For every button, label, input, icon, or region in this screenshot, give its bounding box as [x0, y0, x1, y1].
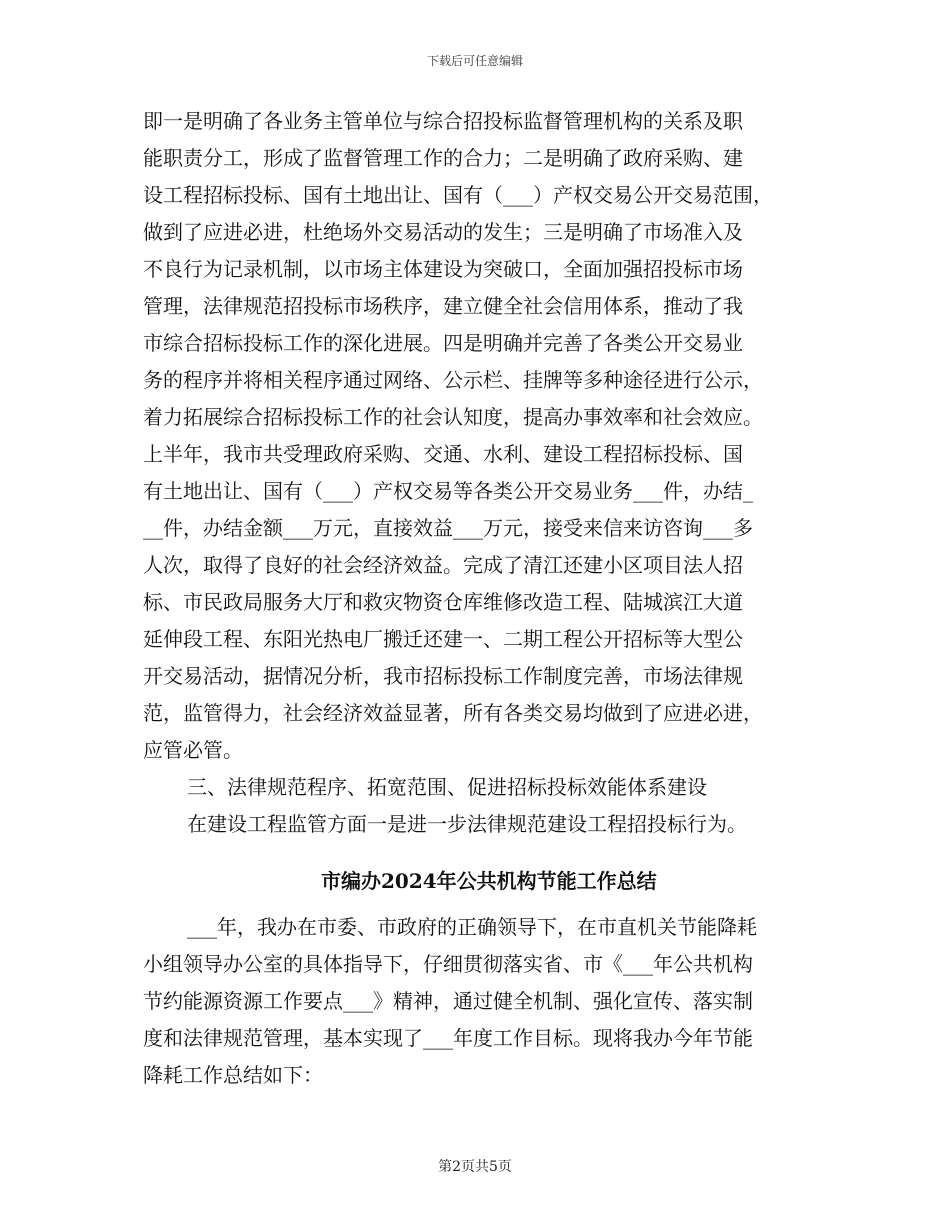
section-line: 度和法律规范管理，基本实现了___年度工作目标。现将我办今年节能 [143, 1026, 753, 1050]
body-line: 延伸段工程、东阳光热电厂搬迁还建一、二期工程公开招标等大型公 [143, 627, 743, 651]
body-line: 开交易活动，据情况分析，我市招标投标工作制度完善，市场法律规 [143, 664, 743, 688]
body-line: 做到了应进必进，杜绝场外交易活动的发生；三是明确了市场准入及 [143, 220, 743, 244]
body-line: 标、市民政局服务大厅和救灾物资仓库维修改造工程、陆城滨江大道 [143, 590, 743, 614]
body-line: 设工程招标投标、国有土地出让、国有（___）产权交易公开交易范围， [143, 183, 773, 207]
body-line: 市综合招标投标工作的深化进展。四是明确并完善了各类公开交易业 [143, 331, 743, 355]
body-line: 上半年，我市共受理政府采购、交通、水利、建设工程招标投标、国 [143, 442, 743, 466]
body-line: 范，监管得力，社会经济效益显著，所有各类交易均做到了应进必进， [143, 701, 763, 725]
body-line: 着力拓展综合招标投标工作的社会认知度，提高办事效率和社会效应。 [143, 405, 763, 429]
body-line: 应管必管。 [143, 738, 243, 762]
page-number: 第2页共5页 [438, 1159, 512, 1175]
body-line: 能职责分工，形成了监督管理工作的合力；二是明确了政府采购、建 [143, 146, 743, 170]
body-line: __件，办结金额___万元，直接效益___万元，接受来信来访咨询___多 [143, 516, 753, 540]
body-line: 在建设工程监管方面一是进一步法律规范建设工程招投标行为。 [187, 812, 747, 836]
section-line: ___年，我办在市委、市政府的正确领导下，在市直机关节能降耗 [187, 915, 757, 939]
body-line: 不良行为记录机制，以市场主体建设为突破口，全面加强招投标市场 [143, 257, 743, 281]
subsection-heading: 三、法律规范程序、拓宽范围、促进招标投标效能体系建设 [187, 775, 707, 799]
section-line: 节约能源资源工作要点___》精神，通过健全机制、强化宣传、落实制 [143, 989, 753, 1013]
section-title: 市编办2024年公共机构节能工作总结 [321, 869, 657, 893]
section-line: 小组领导办公室的具体指导下，仔细贯彻落实省、市《___年公共机构 [143, 952, 753, 976]
page-header: 下载后可任意编辑 [426, 54, 523, 68]
section-line: 降耗工作总结如下： [143, 1063, 323, 1087]
body-line: 务的程序并将相关程序通过网络、公示栏、挂牌等多种途径进行公示， [143, 368, 763, 392]
body-line: 人次，取得了良好的社会经济效益。完成了清江还建小区项目法人招 [143, 553, 743, 577]
body-line: 管理，法律规范招投标市场秩序，建立健全社会信用体系，推动了我 [143, 294, 743, 318]
body-line: 有土地出让、国有（___）产权交易等各类公开交易业务___件，办结_ [143, 479, 753, 503]
body-line: 即一是明确了各业务主管单位与综合招投标监督管理机构的关系及职 [143, 109, 743, 133]
